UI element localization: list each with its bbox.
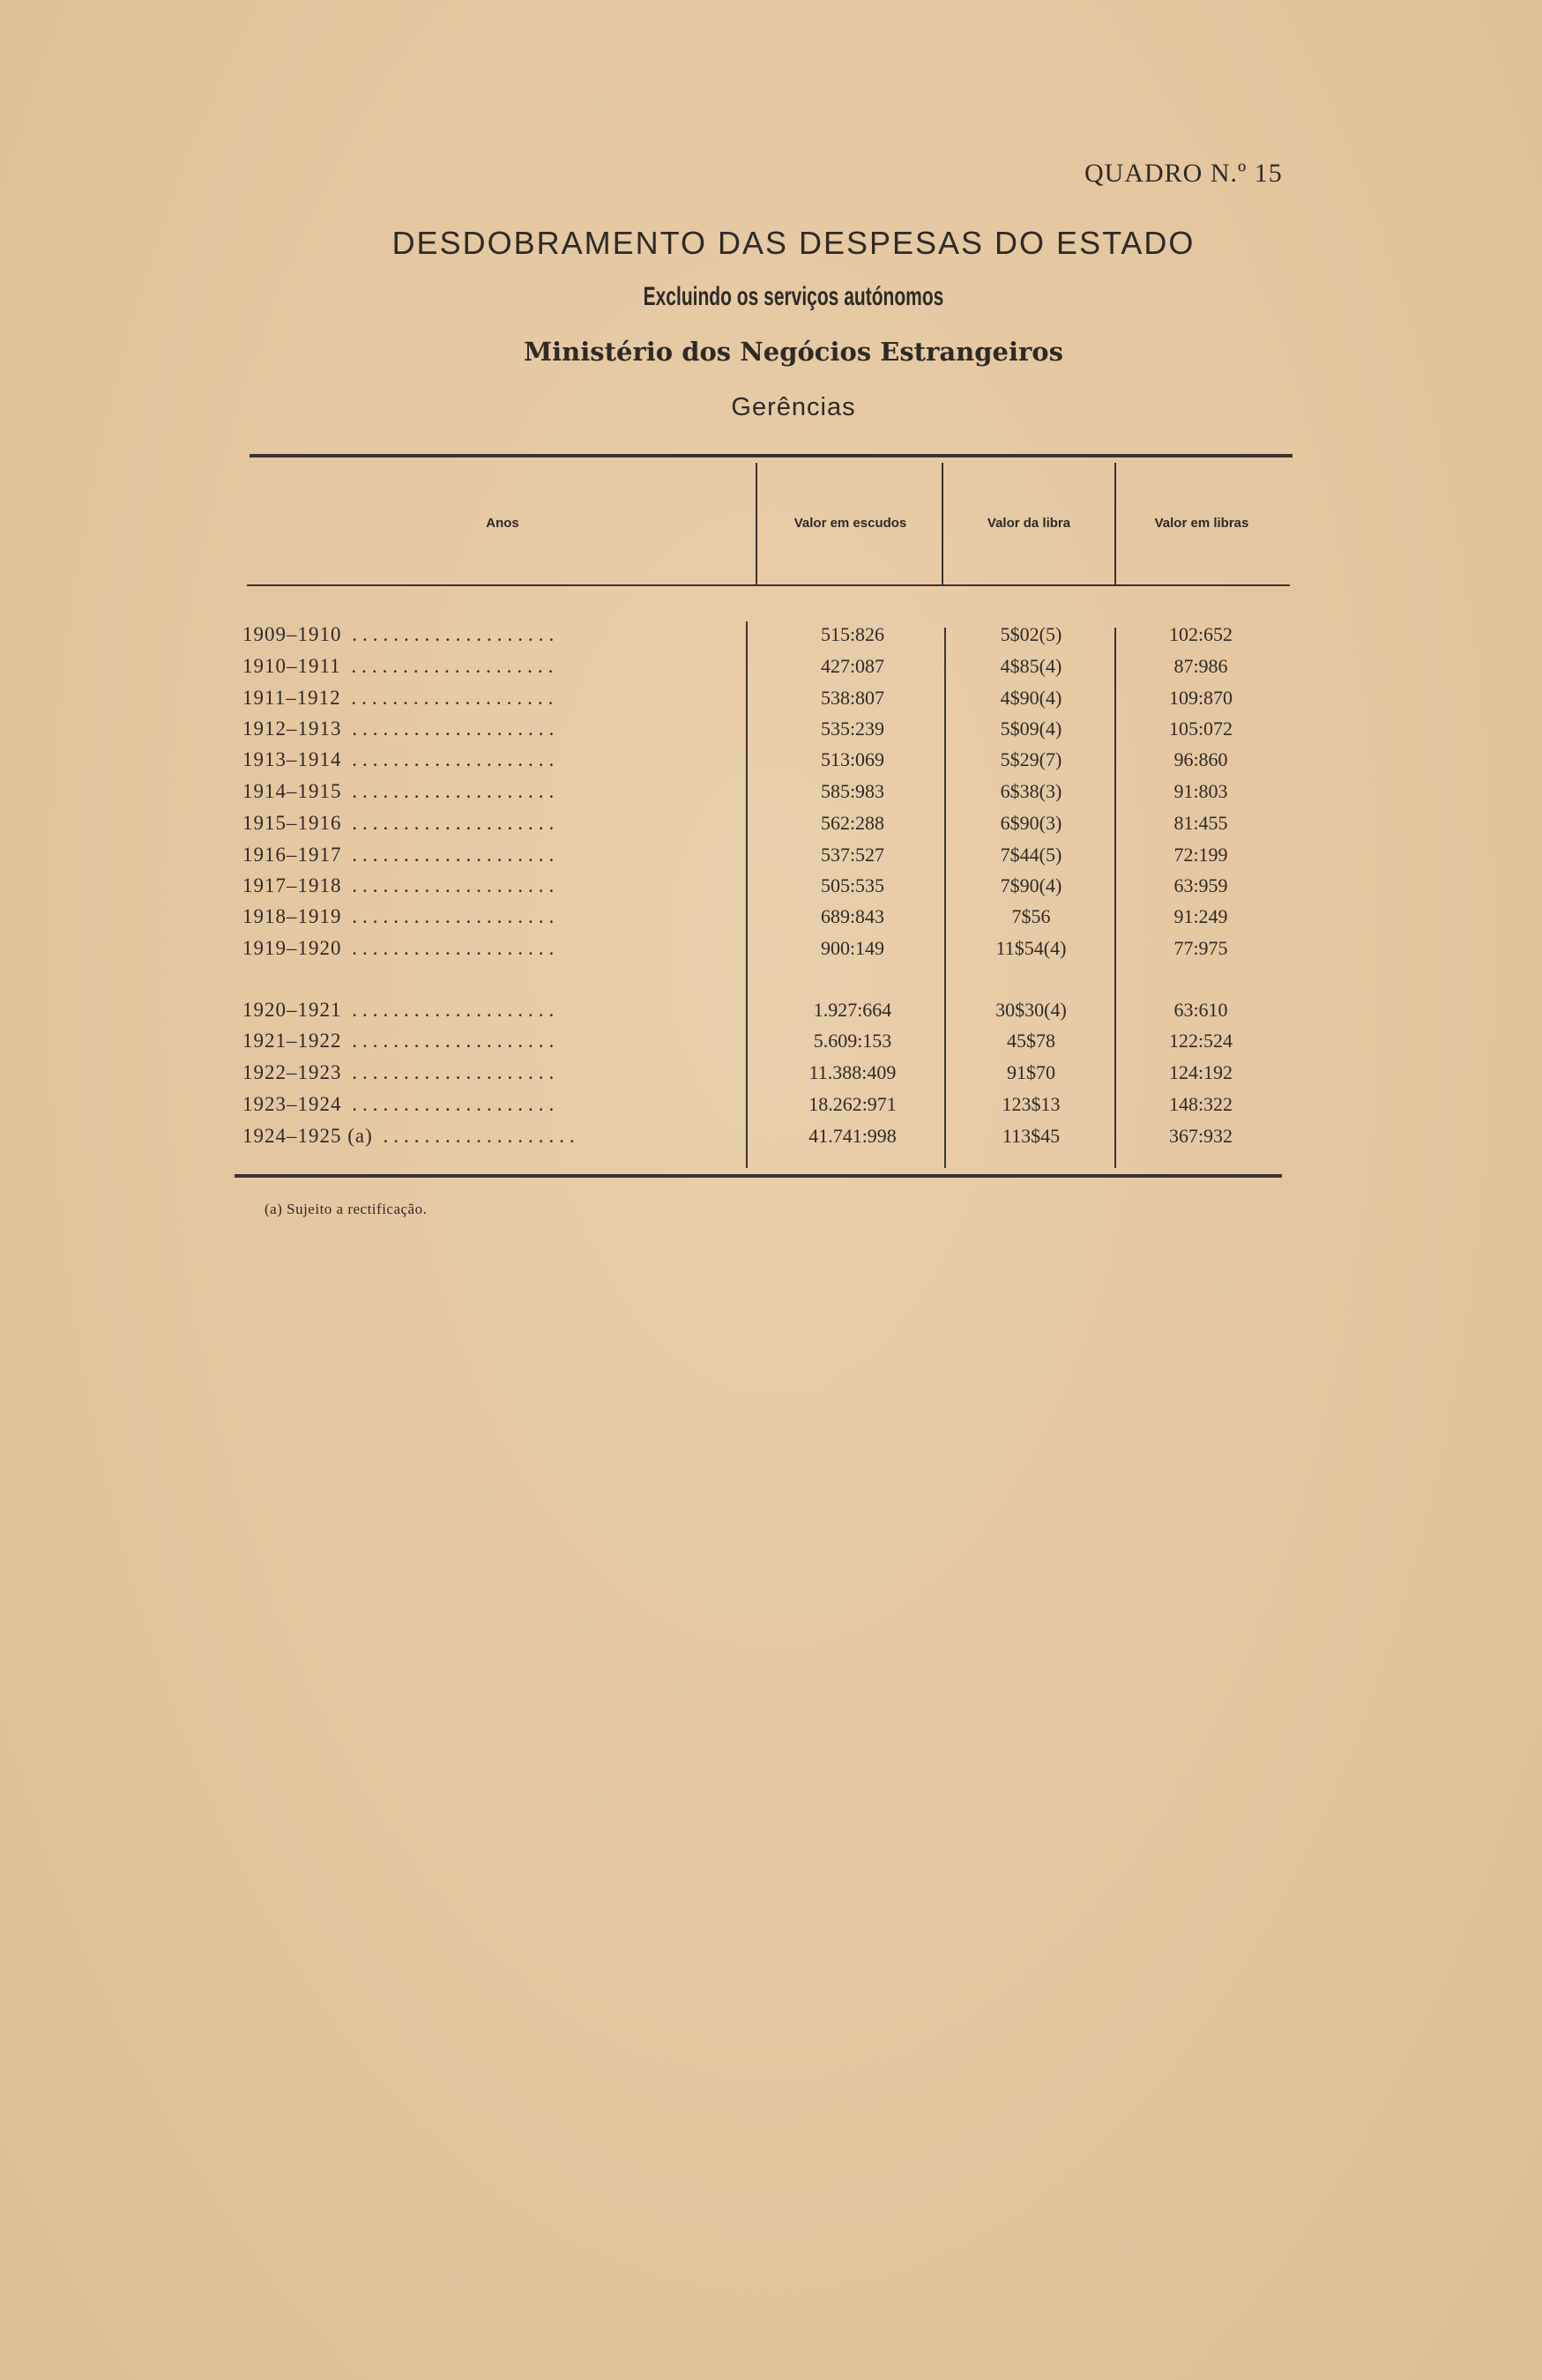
year-cell: 1915–1916 bbox=[242, 812, 342, 834]
year-cell: 1913–1914 bbox=[242, 748, 342, 770]
libras-cell: 87:986 bbox=[1173, 655, 1228, 677]
header-divider-1 bbox=[756, 463, 757, 584]
year-cell: 1916–1917 bbox=[242, 844, 342, 866]
table-row bbox=[0, 687, 1542, 718]
escudos-cell: 11.388:409 bbox=[808, 1061, 897, 1083]
libra-cell: 123$13 bbox=[1002, 1093, 1061, 1115]
libra-cell: 11$54(4) bbox=[995, 937, 1067, 959]
leader-dots: ................... bbox=[372, 1125, 580, 1147]
table-row bbox=[0, 874, 1542, 906]
libra-cell: 7$56 bbox=[1011, 905, 1051, 927]
libras-cell: 109:870 bbox=[1168, 687, 1233, 709]
table-row bbox=[0, 1061, 1542, 1093]
escudos-cell: 1.927:664 bbox=[813, 999, 892, 1021]
table-row bbox=[0, 1093, 1542, 1125]
libras-cell: 91:249 bbox=[1173, 905, 1228, 927]
table-row bbox=[0, 780, 1542, 812]
escudos-cell: 5.609:153 bbox=[813, 1030, 892, 1052]
libras-cell: 72:199 bbox=[1173, 844, 1228, 866]
libra-cell: 5$09(4) bbox=[1000, 718, 1062, 740]
column-header-valor-libra: Valor da libra bbox=[987, 516, 1071, 531]
leader-dots: .................... bbox=[340, 655, 559, 677]
libras-cell: 367:932 bbox=[1168, 1125, 1233, 1147]
year-cell: 1924–1925 (a) bbox=[242, 1125, 373, 1147]
year-cell: 1919–1920 bbox=[242, 937, 342, 959]
leader-dots: .................... bbox=[341, 780, 560, 802]
table-row bbox=[0, 623, 1542, 655]
table-row bbox=[0, 999, 1542, 1030]
year-cell: 1921–1922 bbox=[242, 1030, 342, 1052]
escudos-cell: 18.262:971 bbox=[808, 1093, 897, 1115]
table-row bbox=[0, 748, 1542, 780]
column-header-valor-libras: Valor em libras bbox=[1154, 516, 1249, 531]
libras-cell: 91:803 bbox=[1173, 780, 1228, 802]
leader-dots: .................... bbox=[341, 937, 560, 959]
escudos-cell: 535:239 bbox=[820, 718, 885, 740]
table-row bbox=[0, 812, 1542, 844]
footnote: (a) Sujeito a rectificação. bbox=[264, 1201, 428, 1217]
header-divider-2 bbox=[942, 463, 943, 584]
libra-cell: 7$44(5) bbox=[1000, 844, 1062, 866]
libras-cell: 81:455 bbox=[1173, 812, 1228, 834]
column-header-valor-escudos: Valor em escudos bbox=[793, 516, 907, 531]
libras-cell: 105:072 bbox=[1168, 718, 1233, 740]
year-cell: 1910–1911 bbox=[242, 655, 341, 677]
year-cell: 1920–1921 bbox=[242, 999, 342, 1021]
table-row bbox=[0, 905, 1542, 937]
libras-cell: 63:959 bbox=[1173, 874, 1228, 896]
libra-cell: 5$02(5) bbox=[1000, 623, 1062, 645]
leader-dots: .................... bbox=[341, 748, 560, 770]
table-top-rule bbox=[250, 454, 1292, 457]
libras-cell: 148:322 bbox=[1168, 1093, 1233, 1115]
leader-dots: .................... bbox=[341, 874, 560, 896]
libra-cell: 6$38(3) bbox=[1000, 780, 1062, 802]
year-cell: 1923–1924 bbox=[242, 1093, 342, 1115]
section-heading: Gerências bbox=[731, 393, 856, 421]
leader-dots: .................... bbox=[341, 844, 560, 866]
libras-cell: 124:192 bbox=[1168, 1061, 1233, 1083]
escudos-cell: 689:843 bbox=[820, 905, 885, 927]
table-row bbox=[0, 1030, 1542, 1061]
escudos-cell: 515:826 bbox=[820, 623, 885, 645]
column-header-anos: Anos bbox=[486, 516, 519, 531]
leader-dots: .................... bbox=[340, 687, 559, 709]
table-bottom-rule bbox=[235, 1174, 1282, 1178]
year-cell: 1914–1915 bbox=[242, 780, 342, 802]
page-title: DESDOBRAMENTO DAS DESPESAS DO ESTADO bbox=[391, 225, 1196, 261]
escudos-cell: 585:983 bbox=[820, 780, 885, 802]
leader-dots: .................... bbox=[341, 1093, 560, 1115]
year-cell: 1911–1912 bbox=[242, 687, 341, 709]
libra-cell: 4$90(4) bbox=[1000, 687, 1062, 709]
escudos-cell: 537:527 bbox=[820, 844, 885, 866]
libra-cell: 113$45 bbox=[1002, 1125, 1061, 1147]
leader-dots: .................... bbox=[341, 905, 560, 927]
libras-cell: 96:860 bbox=[1173, 748, 1228, 770]
libra-cell: 4$85(4) bbox=[1000, 655, 1062, 677]
table-row bbox=[0, 844, 1542, 875]
libra-cell: 7$90(4) bbox=[1000, 874, 1062, 896]
leader-dots: .................... bbox=[341, 1061, 560, 1083]
libra-cell: 5$29(7) bbox=[1000, 748, 1062, 770]
libras-cell: 63:610 bbox=[1173, 999, 1228, 1021]
leader-dots: .................... bbox=[341, 812, 560, 834]
escudos-cell: 562:288 bbox=[820, 812, 885, 834]
year-cell: 1917–1918 bbox=[242, 874, 342, 896]
quadro-number: QUADRO N.º 15 bbox=[1084, 159, 1283, 188]
libras-cell: 122:524 bbox=[1168, 1030, 1233, 1052]
leader-dots: .................... bbox=[341, 623, 560, 645]
year-cell: 1918–1919 bbox=[242, 905, 342, 927]
escudos-cell: 900:149 bbox=[820, 937, 885, 959]
escudos-cell: 427:087 bbox=[820, 655, 885, 677]
year-cell: 1912–1913 bbox=[242, 718, 342, 740]
table-row bbox=[0, 655, 1542, 687]
header-divider-3 bbox=[1114, 463, 1116, 584]
libras-cell: 77:975 bbox=[1173, 937, 1228, 959]
libras-cell: 102:652 bbox=[1168, 623, 1233, 645]
libra-cell: 91$70 bbox=[1007, 1061, 1055, 1083]
libra-cell: 30$30(4) bbox=[995, 999, 1067, 1021]
libra-cell: 45$78 bbox=[1007, 1030, 1055, 1052]
ministry-heading: Ministério dos Negócios Estrangeiros bbox=[524, 337, 1063, 367]
escudos-cell: 538:807 bbox=[820, 687, 885, 709]
libra-cell: 6$90(3) bbox=[1000, 812, 1062, 834]
year-cell: 1922–1923 bbox=[242, 1061, 342, 1083]
escudos-cell: 513:069 bbox=[820, 748, 885, 770]
leader-dots: .................... bbox=[341, 1030, 560, 1052]
page-subtitle: Excluindo os serviços autónomos bbox=[643, 282, 944, 311]
table-row bbox=[0, 718, 1542, 749]
escudos-cell: 41.741:998 bbox=[808, 1125, 897, 1147]
escudos-cell: 505:535 bbox=[820, 874, 885, 896]
table-row bbox=[0, 1125, 1542, 1157]
table-header-rule bbox=[247, 584, 1290, 586]
year-cell: 1909–1910 bbox=[242, 623, 342, 645]
leader-dots: .................... bbox=[341, 718, 560, 740]
leader-dots: .................... bbox=[341, 999, 560, 1021]
table-row bbox=[0, 937, 1542, 969]
